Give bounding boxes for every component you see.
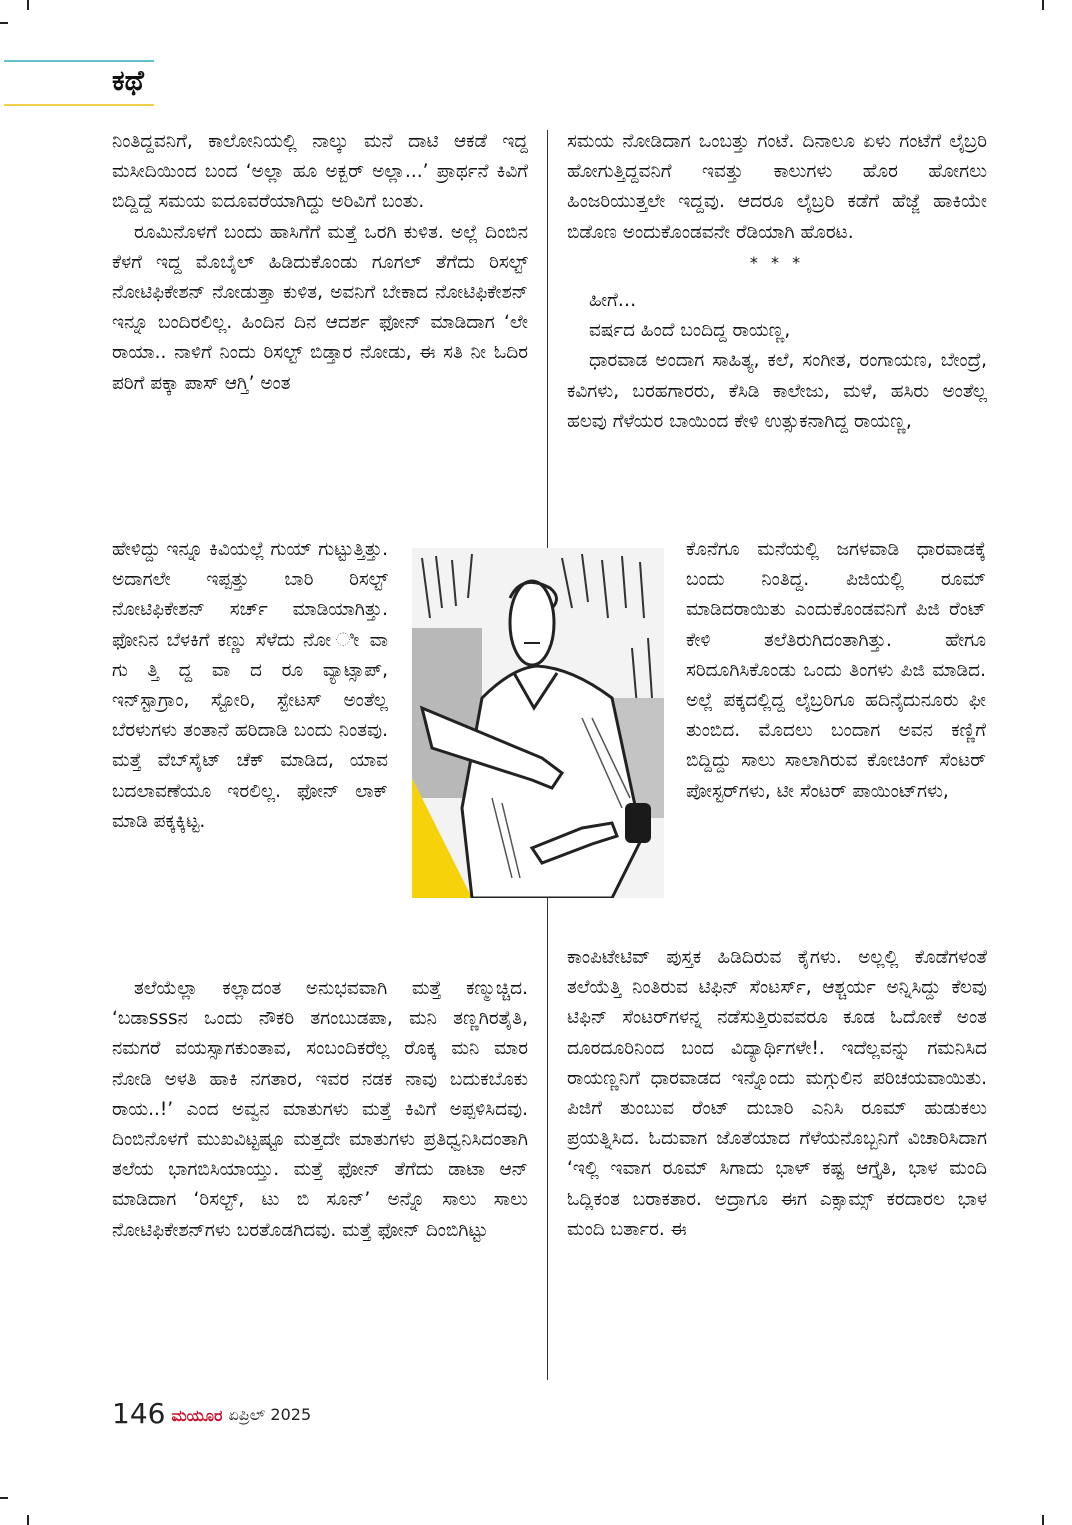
- paragraph: ಕೊನೆಗೂ ಮನೆಯಲ್ಲಿ ಜಗಳವಾಡಿ ಧಾರವಾಡಕ್ಕೆ ಬಂದು ನಿಂತಿದ್ದ. ಪಿಜಿಯಲ್ಲಿ ರೂಮ್ ಮಾಡಿದರಾಯಿತು ಎಂದುಕೊಂಡವನಿಗೆ ಪಿಜಿ ರೆಂಟ್ ಕೇಳಿ ತಲೆತಿರುಗಿದಂತಾಗಿತ್ತು. ಹೇಗೂ ಸರಿದೂಗಿಸಿಕೊಂಡು ಒಂದು ತಿಂಗಳು ಪಿಜಿ ಮಾಡಿದ. ಅಲ್ಲೆ ಪಕ್ಕದಲ್ಲಿದ್ದ ಲೈಬ್ರರಿಗೂ ಹದಿನೈದುನೂರು ಫೀ ತುಂಬಿದ. ಮೊದಲು ಬಂದಾಗ ಅವನ ಕಣ್ಣಿಗೆ ಬಿದ್ದಿದ್ದು ಸಾಲು ಸಾಲಾಗಿರುವ ಕೋಚಿಂಗ್ ಸೆಂಟರ್ ಪೋಸ್ಟರ್‌ಗಳು, ಟೀ ಸೆಂಟರ್ ಪಾಯಿಂಟ್‌ಗಳು,: [686, 539, 986, 802]
- section-title: ಕಥೆ: [112, 64, 144, 97]
- page-number: 146: [112, 1397, 166, 1430]
- section-break: * * *: [749, 252, 805, 272]
- paragraph: ತಲೆಯೆಲ್ಲಾ ಕಲ್ಲಾದಂತ ಅನುಭವವಾಗಿ ಮತ್ತೆ ಕಣ್ಮುಚ್ಚಿದ. ‘ಬಡಾsssನ ಒಂದು ನೌಕರಿ ತಗಂಬುಡಪಾ, ಮನಿ ತಣ್ಣಗಿರತೈತಿ, ನಮಗರೆ ವಯಸ್ಸಾಗಕುಂತಾವ, ಸಂಬಂದಿಕರೆಲ್ಲ ರೊಕ್ಕ ಮನಿ ಮಾರ ನೋಡಿ ಅಳತಿ ಹಾಕಿ ನಗತಾರ, ಇವರ ನಡಕ ನಾವು ಬದುಕಬೊಕು ರಾಯ..!’ ಎಂದ ಅವ್ವನ ಮಾತುಗಳು ಮತ್ತೆ ಕಿವಿಗೆ ಅಪ್ಪಳಿಸಿದವು. ದಿಂಬಿನೊಳಗೆ ಮುಖವಿಟ್ಟಷ್ಟೂ ಮತ್ತದೇ ಮಾತುಗಳು ಪ್ರತಿಧ್ವನಿಸಿದಂತಾಗಿ ತಲೆಯ ಭಾಗಬಿಸಿಯಾಯ್ತು. ಮತ್ತೆ ಫೋನ್ ತೆಗೆದು ಡಾಟಾ ಆನ್ ಮಾಡಿದಾಗ ‘ರಿಸಲ್ಟ್, ಟು ಬಿ ಸೂನ್’ ಅನ್ನೊ ಸಾಲು ಸಾಲು ನೋಟಿಫಿಕೇಶನ್‌ಗಳು ಬರತೊಡಗಿದವು. ಮತ್ತೆ ಫೋನ್ ದಿಂಬಿಗಿಟ್ಟು: [112, 978, 528, 1241]
- section-accent-top: [4, 60, 154, 62]
- right-column-top: [567, 127, 987, 437]
- paragraph: ವರ್ಷದ ಹಿಂದೆ ಬಂದಿದ್ದ ರಾಯಣ್ಣ,: [589, 320, 791, 342]
- issue-date: ಏಪ್ರಿಲ್ 2025: [228, 1405, 312, 1424]
- right-column-bottom: [567, 943, 987, 1245]
- left-column-wrap: [112, 535, 388, 837]
- section-accent-bottom: [4, 104, 154, 106]
- page-footer: [112, 1394, 311, 1428]
- paragraph: ನಿಂತಿದ್ದವನಿಗೆ, ಕಾಲೋನಿಯಲ್ಲಿ ನಾಲ್ಕು ಮನೆ ದಾಟಿ ಆಕಡೆ ಇದ್ದ ಮಸೀದಿಯಿಂದ ಬಂದ ‘ಅಲ್ಲಾ ಹೂ ಅಕ್ಬರ್ ಅಲ್ಲಾ...’ ಪ್ರಾರ್ಥನೆ ಕಿವಿಗೆ ಬಿದ್ದಿದ್ದೆ ಸಮಯ ಐದೂವರೆಯಾಗಿದ್ದು ಅರಿವಿಗೆ ಬಂತು.: [112, 131, 528, 213]
- paragraph: ರೂಮಿನೊಳಗೆ ಬಂದು ಹಾಸಿಗೆಗೆ ಮತ್ತೆ ಒರಗಿ ಕುಳಿತ. ಅಲ್ಲೆ ದಿಂಬಿನ ಕೆಳಗೆ ಇದ್ದ ಮೊಬೈಲ್ ಹಿಡಿದುಕೊಂಡು ಗೂಗಲ್ ತೆಗೆದು ರಿಸಲ್ಟ್ ನೋಟಿಫಿಕೇಶನ್ ನೋಡುತ್ತಾ ಕುಳಿತ, ಅವನಿಗೆ ಬೇಕಾದ ನೋಟಿಫಿಕೇಶನ್ ಇನ್ನೂ ಬಂದಿರಲಿಲ್ಲ. ಹಿಂದಿನ ದಿನ ಆದರ್ಶ ಫೋನ್ ಮಾಡಿದಾಗ ‘ಲೇ ರಾಯಾ.. ನಾಳಿಗೆ ನಿಂದು ರಿಸಲ್ಟ್ ಬಿಡ್ತಾರ ನೋಡು, ಈ ಸತಿ ನೀ ಓದಿರ ಪರಿಗೆ ಪಕ್ಕಾ ಪಾಸ್ ಆಗ್ತಿ’ ಅಂತ: [112, 221, 528, 394]
- paragraph: ಧಾರವಾಡ ಅಂದಾಗ ಸಾಹಿತ್ಯ, ಕಲೆ, ಸಂಗೀತ, ರಂಗಾಯಣ, ಬೇಂದ್ರೆ, ಕವಿಗಳು, ಬರಹಗಾರರು, ಕೆಸಿಡಿ ಕಾಲೇಜು, ಮಳೆ, ಹಸಿರು ಅಂತೆಲ್ಲ ಹಲವು ಗೆಳೆಯರ ಬಾಯಿಂದ ಕೇಳಿ ಉತ್ಸುಕನಾಗಿದ್ದ ರಾಯಣ್ಣ,: [567, 350, 987, 432]
- crop-mark: [27, 0, 29, 10]
- crop-mark: [1042, 0, 1044, 10]
- right-column-wrap: [686, 535, 986, 807]
- story-illustration: [412, 548, 664, 898]
- left-column-top: [112, 127, 528, 399]
- paragraph: ಹೇಳಿದ್ದು ಇನ್ನೂ ಕಿವಿಯಲ್ಲೆ ಗುಯ್ ಗುಟ್ಟುತ್ತಿತ್ತು. ಅದಾಗಲೇ ಇಪ್ಪತ್ತು ಬಾರಿ ರಿಸಲ್ಟ್ ನೋಟಿಫಿಕೇಶನ್ ಸರ್ಚ್ ಮಾಡಿಯಾಗಿತ್ತು. ಫೋನಿನ ಬೆಳಕಿಗೆ ಕಣ್ಣು ಸೆಳೆದು ನೋ ೀ ವಾ ಗು ತ್ತಿ ದ್ದ ವಾ ದ ರೂ ವ್ಯಾಟ್ಸಾಪ್, ಇನ್‌ಸ್ಟಾಗ್ರಾಂ, ಸ್ಟೋರಿ, ಸ್ಟೇಟಸ್ ಅಂತೆಲ್ಲ ಬೆರಳುಗಳು ತಂತಾನೆ ಹರಿದಾಡಿ ಬಂದು ನಿಂತವು. ಮತ್ತೆ ವೆಬ್‌ಸೈಟ್ ಚೆಕ್ ಮಾಡಿದ, ಯಾವ ಬದಲಾವಣೆಯೂ ಇರಲಿಲ್ಲ. ಫೋನ್ ಲಾಕ್ ಮಾಡಿ ಪಕ್ಕಕ್ಕಿಟ್ಟ.: [112, 539, 388, 832]
- paragraph: ಸಮಯ ನೋಡಿದಾಗ ಒಂಬತ್ತು ಗಂಟೆ. ದಿನಾಲೂ ಏಳು ಗಂಟೆಗೆ ಲೈಬ್ರರಿ ಹೋಗುತ್ತಿದ್ದವನಿಗೆ ಇವತ್ತು ಕಾಲುಗಳು ಹೊರ ಹೋಗಲು ಹಿಂಜರಿಯುತ್ತಲೇ ಇದ್ದವು. ಆದರೂ ಲೈಬ್ರರಿ ಕಡೆಗೆ ಹೆಜ್ಜೆ ಹಾಕಿಯೇ ಬಿಡೊಣ ಅಂದುಕೊಂಡವನೇ ರೆಡಿಯಾಗಿ ಹೊರಟ.: [567, 131, 987, 243]
- crop-mark: [0, 22, 8, 24]
- crop-mark: [1042, 1515, 1044, 1525]
- magazine-logo: ಮಯೂರ: [171, 1405, 223, 1425]
- crop-mark: [27, 1515, 29, 1525]
- left-column-bottom: [112, 974, 528, 1246]
- paragraph: ಕಾಂಪಿಟೇಟಿವ್ ಪುಸ್ತಕ ಹಿಡಿದಿರುವ ಕೈಗಳು. ಅಲ್ಲಲ್ಲಿ ಕೊಡೆಗಳಂತೆ ತಲೆಯೆತ್ತಿ ನಿಂತಿರುವ ಟಿಫಿನ್ ಸೆಂಟರ್ಸ್, ಆಶ್ಚರ್ಯ ಅನ್ನಿಸಿದ್ದು ಕೆಲವು ಟಿಫಿನ್ ಸೆಂಟರ್‌ಗಳನ್ನ ನಡೆಸುತ್ತಿರುವವರೂ ಕೂಡ ಓದೋಕೆ ಅಂತ ದೂರದೂರಿನಿಂದ ಬಂದ ವಿದ್ಯಾರ್ಥಿಗಳೇ!. ಇದೆಲ್ಲವನ್ನು ಗಮನಿಸಿದ ರಾಯಣ್ಣನಿಗೆ ಧಾರವಾಡದ ಇನ್ನೊಂದು ಮಗ್ಗುಲಿನ ಪರಿಚಯವಾಯಿತು. ಪಿಜಿಗೆ ತುಂಬುವ ರೆಂಟ್ ದುಬಾರಿ ಎನಿಸಿ ರೂಮ್ ಹುಡುಕಲು ಪ್ರಯತ್ನಿಸಿದ. ಓದುವಾಗ ಜೊತೆಯಾದ ಗೆಳೆಯನೊಬ್ಬನಿಗೆ ವಿಚಾರಿಸಿದಾಗ ‘ಇಲ್ಲಿ ಇವಾಗ ರೂಮ್ ಸಿಗಾದು ಭಾಳ್ ಕಷ್ಟ ಆಗ್ತೈತಿ, ಭಾಳ ಮಂದಿ ಓದ್ಲಿಕಂತ ಬರಾಕತಾರ. ಅದ್ರಾಗೂ ಈಗ ಎಕ್ಸಾಮ್ಸ್ ಕರದಾರಲ ಭಾಳ ಮಂದಿ ಬರ್ತಾರ. ಈ: [567, 947, 987, 1240]
- crop-mark: [0, 1497, 8, 1499]
- paragraph: ಹೀಗೆ…: [589, 290, 637, 312]
